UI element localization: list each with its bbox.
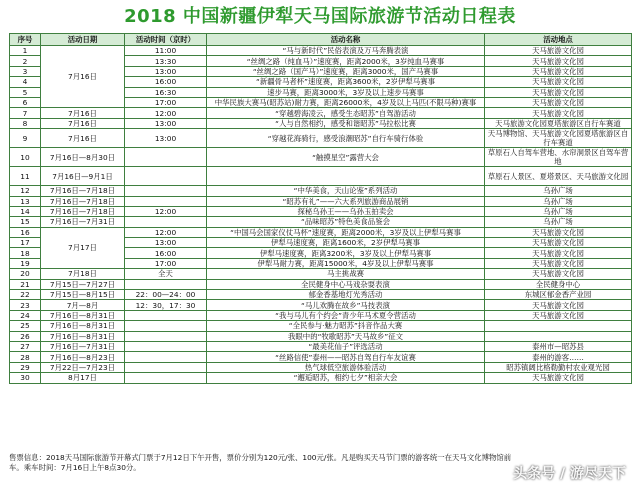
cell-date-merged: 7月17日 — [41, 227, 125, 269]
table-header-row — [10, 34, 632, 46]
cell-time — [125, 373, 207, 383]
cell-time — [125, 310, 207, 320]
table-row — [10, 310, 632, 320]
cell-time — [125, 167, 207, 186]
cell-location: 泰州的游客…… — [485, 352, 632, 362]
cell-no: 20 — [10, 269, 41, 279]
cell-name: 伊犁马耐力赛，距离15000米，4岁及以上伊犁马赛事 — [207, 258, 485, 268]
cell-location: 天马旅游文化园 — [485, 269, 632, 279]
cell-time: 12:00 — [125, 206, 207, 216]
cell-name: “马与新时代”民俗表演及万马奔腾表演 — [207, 46, 485, 56]
cell-location: 天马旅游文化园 — [485, 300, 632, 310]
table-row — [10, 373, 632, 383]
cell-name: 伊犁马速度赛，距离3200米，3岁及以上伊犁马赛事 — [207, 248, 485, 258]
cell-time: 16:00 — [125, 77, 207, 87]
cell-location — [485, 331, 632, 341]
table-row — [10, 352, 632, 362]
cell-date: 7月16日—8月31日 — [41, 310, 125, 320]
cell-time — [125, 352, 207, 362]
table-row — [10, 206, 632, 216]
cell-time: 16:30 — [125, 87, 207, 97]
cell-date: 7月—8月 — [41, 300, 125, 310]
cell-name: 我眼中的“牧歌昭苏”天马故乡”征文 — [207, 331, 485, 341]
cell-time: 16:00 — [125, 248, 207, 258]
cell-no: 18 — [10, 248, 41, 258]
cell-name: “昭苏有礼”——六大系列旅游商品展销 — [207, 196, 485, 206]
cell-no: 8 — [10, 118, 41, 128]
cell-no: 23 — [10, 300, 41, 310]
cell-name: “邂逅昭苏，相约七夕”相亲大会 — [207, 373, 485, 383]
cell-no: 9 — [10, 129, 41, 148]
cell-location: 天马旅游文化园夏塔旅游区自行车赛道 — [485, 118, 632, 128]
schedule-table — [9, 33, 632, 384]
cell-location: 天马旅游文化园 — [485, 310, 632, 320]
cell-time: 17:00 — [125, 258, 207, 268]
cell-date: 7月22日—7月23日 — [41, 362, 125, 372]
table-row — [10, 321, 632, 331]
header-time: 活动时间（京时） — [125, 34, 207, 46]
cell-time: 13:00 — [125, 66, 207, 76]
cell-no: 12 — [10, 186, 41, 196]
cell-no: 26 — [10, 331, 41, 341]
cell-location: 昭苏镇阔比格勒勤村农业观光园 — [485, 362, 632, 372]
cell-no: 25 — [10, 321, 41, 331]
cell-time — [125, 321, 207, 331]
cell-location: 乌孙广场 — [485, 217, 632, 227]
table-row — [10, 148, 632, 167]
table-row — [10, 290, 632, 300]
table-row — [10, 217, 632, 227]
cell-name: 速步马赛，距离3000米，3岁及以上速步马赛事 — [207, 87, 485, 97]
cell-name: “人与自然相约，感受和谐昭苏”马拉松比赛 — [207, 118, 485, 128]
cell-name: “中国马会国家仪仗马杯”速度赛，距离2000米，3岁及以上伊犁马赛事 — [207, 227, 485, 237]
cell-date: 7月15日—7月27日 — [41, 279, 125, 289]
cell-time: 全天 — [125, 269, 207, 279]
cell-name: 马主挑战赛 — [207, 269, 485, 279]
cell-location — [485, 321, 632, 331]
cell-location: 乌孙广场 — [485, 206, 632, 216]
cell-time: 13:30 — [125, 56, 207, 66]
cell-location: 天马旅游文化园 — [485, 258, 632, 268]
cell-time: 12:00 — [125, 108, 207, 118]
cell-date: 7月16日—8月23日 — [41, 352, 125, 362]
cell-time — [125, 341, 207, 351]
footer-line-1: 售票信息：2018天马国际旅游节开幕式门票于7月12日下午开售，票价分别为120元/张、100元/张。凡是购买天马节门票的游客统一在天马文化博物馆前 — [9, 453, 512, 462]
cell-name: “丝路信使”泰州——昭苏自驾自行车友谊赛 — [207, 352, 485, 362]
cell-no: 6 — [10, 97, 41, 107]
cell-time — [125, 279, 207, 289]
cell-no: 7 — [10, 108, 41, 118]
cell-no: 21 — [10, 279, 41, 289]
table-row — [10, 118, 632, 128]
cell-name: “穿越碧海凌云，感受生态昭苏”自驾游活动 — [207, 108, 485, 118]
cell-name: “中华美食，天山论鉴”系列活动 — [207, 186, 485, 196]
cell-location: 草原石人自驾车营地、水帘洞景区自驾车营地 — [485, 148, 632, 167]
cell-time: 11:00 — [125, 46, 207, 56]
cell-location: 天马旅游文化园 — [485, 238, 632, 248]
cell-no: 29 — [10, 362, 41, 372]
cell-location: 天马旅游文化园 — [485, 56, 632, 66]
cell-name: “马儿欢腾在故乡”马技表演 — [207, 300, 485, 310]
table-row — [10, 46, 632, 56]
cell-date: 7月16日—7月18日 — [41, 206, 125, 216]
cell-date: 7月16日—7月18日 — [41, 196, 125, 206]
cell-no: 16 — [10, 227, 41, 237]
cell-no: 28 — [10, 352, 41, 362]
table-row — [10, 227, 632, 237]
cell-name: “新疆骨马者杯”速度赛，距离3600米，2岁伊犁马赛事 — [207, 77, 485, 87]
cell-location: 泰州市—昭苏县 — [485, 341, 632, 351]
cell-date: 7月16日—7月31日 — [41, 217, 125, 227]
cell-name: 全民健身中心马戏杂耍表演 — [207, 279, 485, 289]
cell-no: 11 — [10, 167, 41, 186]
cell-location: 东城区郁金香产业园 — [485, 290, 632, 300]
table-row — [10, 108, 632, 118]
cell-date: 7月16日 — [41, 118, 125, 128]
cell-name: “我与马儿有个约会”青少年马术夏令营活动 — [207, 310, 485, 320]
cell-date: 7月16日—7月31日 — [41, 341, 125, 351]
cell-location: 天马旅游文化园 — [485, 97, 632, 107]
cell-time — [125, 362, 207, 372]
cell-no: 22 — [10, 290, 41, 300]
cell-location: 全民健身中心 — [485, 279, 632, 289]
cell-no: 10 — [10, 148, 41, 167]
cell-name: “全民参与·魅力昭苏”抖音作品大赛 — [207, 321, 485, 331]
watermark-label: 头条号 / 游尽天下 — [513, 466, 626, 482]
header-date: 活动日期 — [41, 34, 125, 46]
cell-name: 探秘乌孙王——乌孙玉拍卖会 — [207, 206, 485, 216]
cell-time: 13:00 — [125, 129, 207, 148]
cell-time: 13:00 — [125, 118, 207, 128]
cell-location: 天马旅游文化园 — [485, 227, 632, 237]
table-row — [10, 269, 632, 279]
cell-date: 7月16日—7月18日 — [41, 186, 125, 196]
cell-location: 天马旅游文化园 — [485, 66, 632, 76]
cell-time: 12:00 — [125, 227, 207, 237]
cell-name: “穿越花海骑行，感受浪潮昭苏”自行车骑行体验 — [207, 129, 485, 148]
header-location: 活动地点 — [485, 34, 632, 46]
cell-no: 15 — [10, 217, 41, 227]
cell-no: 2 — [10, 56, 41, 66]
cell-time: 13:00 — [125, 238, 207, 248]
cell-time: 17:00 — [125, 97, 207, 107]
cell-location: 草原石人景区、夏塔景区、天马旅游文化园 — [485, 167, 632, 186]
cell-no: 17 — [10, 238, 41, 248]
cell-time — [125, 148, 207, 167]
cell-no: 24 — [10, 310, 41, 320]
header-no: 序号 — [10, 34, 41, 46]
cell-no: 5 — [10, 87, 41, 97]
footer-line-2: 车。乘车时间：7月16日上午8点30分。 — [9, 463, 141, 472]
cell-date: 7月16日—9月1日 — [41, 167, 125, 186]
cell-name: “触摸星空”露营大会 — [207, 148, 485, 167]
cell-name: 郁金香基地灯光秀活动 — [207, 290, 485, 300]
cell-time — [125, 186, 207, 196]
table-row — [10, 129, 632, 148]
cell-location: 天马旅游文化园 — [485, 248, 632, 258]
cell-time: 22：00—24：00 — [125, 290, 207, 300]
cell-no: 30 — [10, 373, 41, 383]
table-row — [10, 186, 632, 196]
table-row — [10, 362, 632, 372]
table-row — [10, 279, 632, 289]
cell-date: 8月17日 — [41, 373, 125, 383]
cell-date: 7月16日 — [41, 129, 125, 148]
cell-name: 热气球低空旅游体验活动 — [207, 362, 485, 372]
cell-no: 3 — [10, 66, 41, 76]
table-row — [10, 341, 632, 351]
cell-date: 7月18日 — [41, 269, 125, 279]
cell-location: 天马旅游文化园 — [485, 77, 632, 87]
cell-date: 7月16日 — [41, 108, 125, 118]
table-row — [10, 167, 632, 186]
cell-location: 天马旅游文化园 — [485, 108, 632, 118]
cell-name: “最美花仙子”评选活动 — [207, 341, 485, 351]
cell-no: 19 — [10, 258, 41, 268]
cell-location: 天马旅游文化园 — [485, 46, 632, 56]
cell-location: 天马博物馆、天马旅游文化园夏塔旅游区自行车赛道 — [485, 129, 632, 148]
table-row — [10, 331, 632, 341]
cell-time — [125, 217, 207, 227]
cell-time — [125, 196, 207, 206]
cell-no: 27 — [10, 341, 41, 351]
cell-name: “丝绸之路（国产马）”速度赛，距离3000米，国产马赛事 — [207, 66, 485, 76]
header-name: 活动名称 — [207, 34, 485, 46]
cell-location: 天马旅游文化园 — [485, 87, 632, 97]
cell-time — [125, 331, 207, 341]
cell-location: 天马旅游文化园 — [485, 373, 632, 383]
cell-no: 1 — [10, 46, 41, 56]
cell-no: 13 — [10, 196, 41, 206]
cell-date-merged: 7月16日 — [41, 46, 125, 108]
page-title: 2018 中国新疆伊犁天马国际旅游节活动日程表 — [124, 6, 516, 27]
cell-date: 7月16日—8月31日 — [41, 331, 125, 341]
cell-name: “丝绸之路（纯血马）”速度赛，距离2000米，3岁纯血马赛事 — [207, 56, 485, 66]
cell-no: 4 — [10, 77, 41, 87]
cell-name — [207, 167, 485, 186]
cell-name: 中华民族大赛马(昭苏站)耐力赛，距离26000米，4岁及以上马匹(不限马种)赛事 — [207, 97, 485, 107]
cell-time: 12：30，17：30 — [125, 300, 207, 310]
cell-date: 7月15日—8月15日 — [41, 290, 125, 300]
cell-location: 乌孙广场 — [485, 186, 632, 196]
cell-location: 乌孙广场 — [485, 196, 632, 206]
table-row — [10, 300, 632, 310]
cell-name: 伊犁马速度赛，距离1600米，2岁伊犁马赛事 — [207, 238, 485, 248]
table-row — [10, 196, 632, 206]
cell-name: “品味昭苏”特色美食品鉴会 — [207, 217, 485, 227]
cell-date: 7月16日—8月31日 — [41, 321, 125, 331]
cell-date: 7月16日—8月30日 — [41, 148, 125, 167]
cell-no: 14 — [10, 206, 41, 216]
